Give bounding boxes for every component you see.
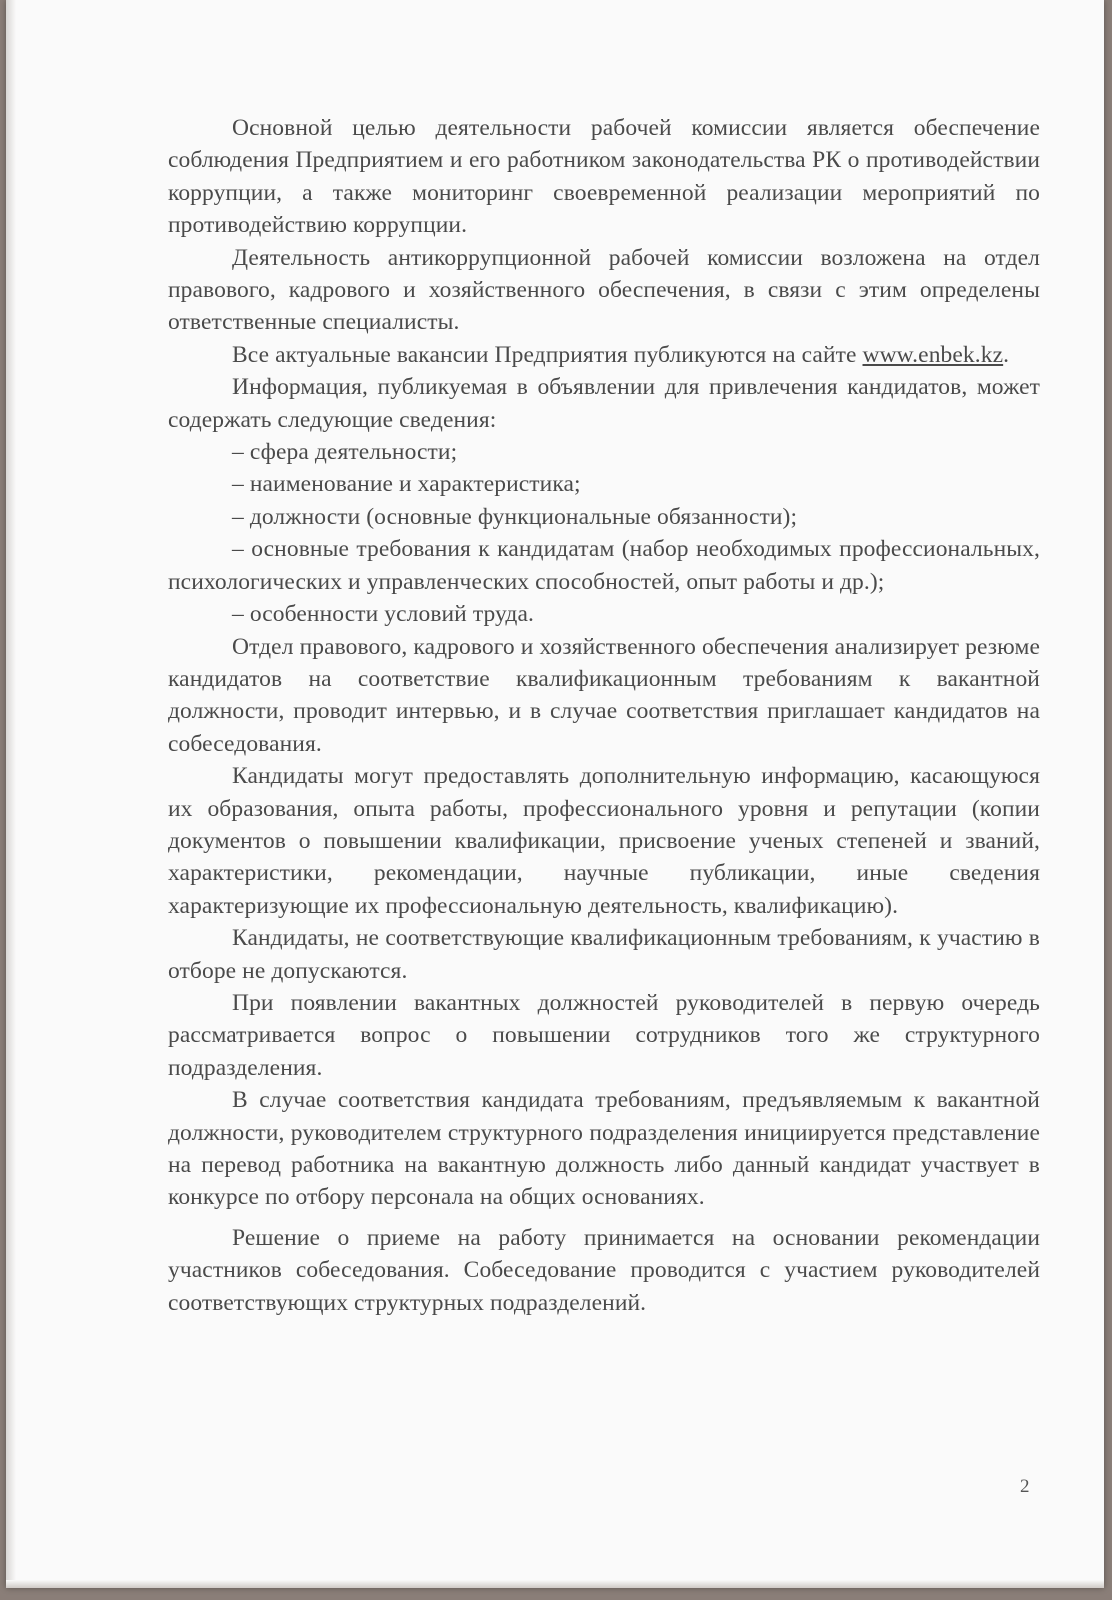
paragraph-not-admitted: Кандидаты, не соответствующие квалификационным требованиям, к участию в отборе не допускаются.: [168, 925, 1040, 984]
page-bottom-edge: [6, 1580, 1104, 1588]
document-body: [168, 112, 1040, 1319]
page-edge-shadow: [6, 0, 16, 1588]
list-item: – должности (основные функциональные обязанности);: [232, 503, 798, 530]
vacancies-text: Все актуальные вакансии Предприятия публикуются на сайте: [232, 341, 863, 368]
paragraph-additional-info: Кандидаты могут предоставлять дополнительную информацию, касающуюся их образования, опыта работы, профессионального уровня и репутации (копии документов о повышении квалификации, присвоение ученых степеней и званий, характеристики, рекомендации, научные публикации, иные сведения характеризующие их профессиональную деятельность, квалификацию).: [168, 763, 1040, 919]
vacancies-text-end: .: [1003, 341, 1010, 368]
paragraph-hiring-decision: Решение о приеме на работу принимается на основании рекомендации участников собеседования. Собеседование проводится с участием руководителей соответствующих структурных подразделений.: [168, 1224, 1040, 1316]
paragraph-ad-info: Информация, публикуемая в объявлении для привлечения кандидатов, может содержать следующие сведения:: [168, 374, 1040, 433]
paragraph-commission-activity: Деятельность антикоррупционной рабочей комиссии возложена на отдел правового, кадрового и хозяйственного обеспечения, в связи с этим определены ответственные специалисты.: [168, 244, 1040, 336]
list-item: – наименование и характеристика;: [232, 471, 581, 498]
paragraph-vacancies: [168, 339, 1040, 371]
page-number: 2: [1020, 1476, 1030, 1497]
paragraph-resume-analysis: Отдел правового, кадрового и хозяйственного обеспечения анализирует резюме кандидатов на соответствие квалификационным требованиям к вакантной должности, проводит интервью, и в случае соответствия приглашает кандидатов на собеседования.: [168, 633, 1040, 757]
paragraph-management-vacancies: При появлении вакантных должностей руководителей в первую очередь рассматривается вопрос о повышении сотрудников того же структурного подразделения.: [168, 989, 1040, 1081]
list-item: – сфера деятельности;: [232, 439, 458, 466]
list-item: – основные требования к кандидатам (набор необходимых профессиональных, психологических и управленческих способностей, опыт работы и др.);: [168, 536, 1040, 595]
enbek-link[interactable]: www.enbek.kz: [862, 341, 1004, 368]
paragraph-commission-goal: Основной целью деятельности рабочей комиссии является обеспечение соблюдения Предприятием и его работником законодательства РК о противодействии коррупции, а также мониторинг своевременной реализации мероприятий по противодействию коррупции.: [168, 115, 1040, 239]
paragraph-transfer: В случае соответствия кандидата требованиям, предъявляемым к вакантной должности, руководителем структурного подразделения инициируется представление на перевод работника на вакантную должность либо данный кандидат участвует в конкурсе по отбору персонала на общих основаниях.: [168, 1087, 1040, 1211]
list-item: – особенности условий труда.: [232, 601, 534, 628]
